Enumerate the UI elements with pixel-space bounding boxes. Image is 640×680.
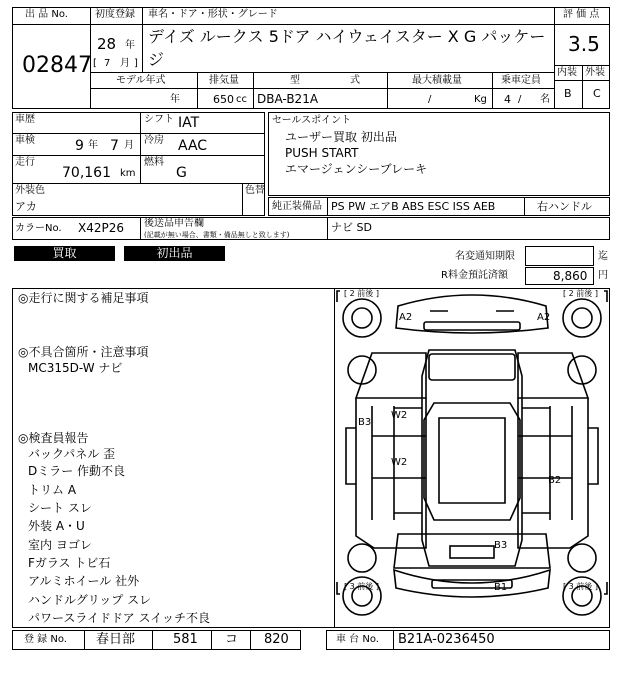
displacement: 650 bbox=[213, 93, 234, 106]
first-reg-month: 7 bbox=[104, 58, 111, 69]
equipment: PS PW エアB ABS ESC ISS AEB bbox=[331, 200, 496, 213]
registration-label: 登 録 No. bbox=[24, 634, 67, 645]
max-load-sep: / bbox=[428, 94, 432, 105]
name-change-unit: 迄 bbox=[598, 251, 608, 262]
chassis-label: 車 台 No. bbox=[336, 634, 379, 645]
history-label: 車歴 bbox=[15, 114, 35, 125]
inspector-item: アルミホイール 社外 bbox=[28, 574, 140, 588]
exterior-color-label: 外装色 bbox=[15, 185, 45, 196]
docs-note: (記載が無い場合、書類・備品無しと致します) bbox=[144, 231, 290, 239]
interior-grade: B bbox=[564, 87, 572, 100]
defects-title: ◎不具合箇所・注意事項 bbox=[18, 345, 149, 359]
mileage-unit: km bbox=[120, 168, 136, 179]
month-unit: 月 bbox=[120, 58, 130, 69]
inspection-year: 9 bbox=[75, 138, 84, 154]
damage-mark-w2-upper: W2 bbox=[391, 410, 408, 421]
grade-label: 評 価 点 bbox=[563, 9, 600, 20]
tag-first-listing: 初出品 bbox=[124, 246, 225, 261]
fuel: G bbox=[176, 165, 187, 181]
damage-mark-b1-bumper: B1 bbox=[494, 582, 508, 593]
driving-notes-title: ◎走行に関する補足事項 bbox=[18, 291, 149, 305]
displacement-unit: cc bbox=[236, 94, 247, 105]
vehicle-info-frame bbox=[12, 112, 265, 216]
damage-mark-b2-right: B2 bbox=[548, 475, 562, 486]
inspection-label: 車検 bbox=[15, 135, 35, 146]
corner-bottom-right: [ 3 前後 ] bbox=[563, 582, 598, 591]
year-unit: 年 bbox=[125, 40, 135, 51]
corner-bottom-left: [ 3 前後 ] bbox=[344, 582, 379, 591]
mileage: 70,161 bbox=[62, 165, 111, 181]
inspection-year-unit: 年 bbox=[88, 140, 98, 151]
corner-top-left: [ 2 前後 ] bbox=[344, 289, 379, 298]
vehicle-type: DBA-B21A bbox=[257, 92, 319, 106]
overall-grade: 3.5 bbox=[568, 32, 600, 56]
inspector-item: シート スレ bbox=[28, 501, 92, 515]
inspector-item: Dミラー 作動不良 bbox=[28, 464, 126, 478]
registration-place: 春日部 bbox=[96, 632, 136, 647]
inspector-item: トリム A bbox=[28, 483, 77, 497]
inspection-month: 7 bbox=[110, 138, 119, 154]
max-load-unit: Kg bbox=[474, 94, 487, 105]
model-year-unit: 年 bbox=[170, 94, 180, 105]
docs-label: 後送品申告欄 bbox=[144, 218, 204, 229]
interior-label: 内装 bbox=[557, 67, 577, 78]
model-name-line2: ジ bbox=[148, 50, 165, 69]
fuel-label: 燃料 bbox=[144, 157, 164, 168]
shift: IAT bbox=[178, 115, 200, 131]
registration-number: 820 bbox=[264, 632, 289, 647]
tag-buyout: 買取 bbox=[14, 246, 115, 261]
inspector-item: ハンドルグリップ スレ bbox=[28, 593, 152, 607]
mileage-label: 走行 bbox=[15, 157, 35, 168]
exterior-color: アカ bbox=[15, 200, 37, 213]
car-damage-diagram bbox=[334, 288, 610, 628]
registration-kana: コ bbox=[225, 632, 239, 647]
chassis-number: B21A-0236450 bbox=[398, 632, 495, 647]
recycle-label: R料金預託済額 bbox=[441, 270, 508, 281]
damage-mark-a2-right: A2 bbox=[537, 312, 551, 323]
lot-label: 出 品 No. bbox=[25, 9, 68, 20]
max-load-label: 最大積載量 bbox=[412, 75, 462, 86]
ac-label: 冷房 bbox=[144, 135, 164, 146]
registration-class: 581 bbox=[173, 632, 198, 647]
damage-mark-b3-side: B3 bbox=[358, 417, 372, 428]
capacity-sep: / bbox=[518, 94, 522, 105]
ac: AAC bbox=[178, 138, 208, 154]
sales-points-title: セールスポイント bbox=[272, 115, 352, 126]
type-label-2: 式 bbox=[350, 75, 360, 86]
inspection-month-unit: 月 bbox=[124, 140, 134, 151]
defect-item: MC315D-W ナビ bbox=[28, 361, 123, 375]
equipment-label: 純正装備品 bbox=[272, 201, 322, 212]
model-year-label: モデル年式 bbox=[116, 75, 166, 86]
capacity: 4 bbox=[504, 93, 511, 106]
steering-side: 右ハンドル bbox=[537, 200, 592, 213]
displacement-label: 排気量 bbox=[209, 75, 239, 86]
capacity-label: 乗車定員 bbox=[501, 75, 541, 86]
capacity-unit: 名 bbox=[540, 94, 550, 105]
exterior-grade: C bbox=[593, 87, 601, 100]
type-label: 型 bbox=[290, 75, 300, 86]
damage-mark-w2-lower: W2 bbox=[391, 457, 408, 468]
model-name-line1: デイズ ルークス 5ドア ハイウェイスター X G パッケー bbox=[148, 27, 546, 46]
exterior-label: 外装 bbox=[585, 67, 605, 78]
sales-point-3: エマージェンシーブレーキ bbox=[285, 162, 428, 176]
color-no-label: カラーNo. bbox=[15, 223, 62, 234]
shift-label: シフト bbox=[144, 114, 174, 125]
docs-value: ナビ SD bbox=[331, 221, 372, 234]
inspector-item: 室内 ヨゴレ bbox=[28, 538, 92, 552]
inspector-title: ◎検査員報告 bbox=[18, 431, 89, 445]
sales-point-1: ユーザー買取 初出品 bbox=[285, 130, 397, 144]
lot-number: 02847 bbox=[22, 53, 92, 78]
inspector-item: Fガラス トビ石 bbox=[28, 556, 111, 570]
first-reg-year: 28 bbox=[97, 35, 117, 53]
inspector-item: バックパネル 歪 bbox=[28, 447, 116, 461]
damage-mark-b3-rear: B3 bbox=[494, 540, 508, 551]
color-no: X42P26 bbox=[78, 221, 124, 235]
name-change-label: 名変通知期限 bbox=[455, 251, 515, 262]
name-change-box bbox=[525, 246, 594, 266]
model-header: 車名・ドア・形状・グレード bbox=[148, 9, 278, 20]
inspector-item: パワースライドドア スイッチ不良 bbox=[28, 611, 211, 625]
inspector-item: 外装 A・U bbox=[28, 519, 85, 533]
sales-point-2: PUSH START bbox=[285, 146, 359, 160]
color-change-label: 色替 bbox=[245, 185, 265, 196]
recycle-unit: 円 bbox=[598, 270, 608, 281]
first-reg-label: 初度登録 bbox=[95, 9, 135, 20]
corner-top-right: [ 2 前後 ] bbox=[563, 289, 598, 298]
recycle-amount: 8,860 bbox=[553, 269, 588, 283]
damage-mark-a2-left: A2 bbox=[399, 312, 413, 323]
